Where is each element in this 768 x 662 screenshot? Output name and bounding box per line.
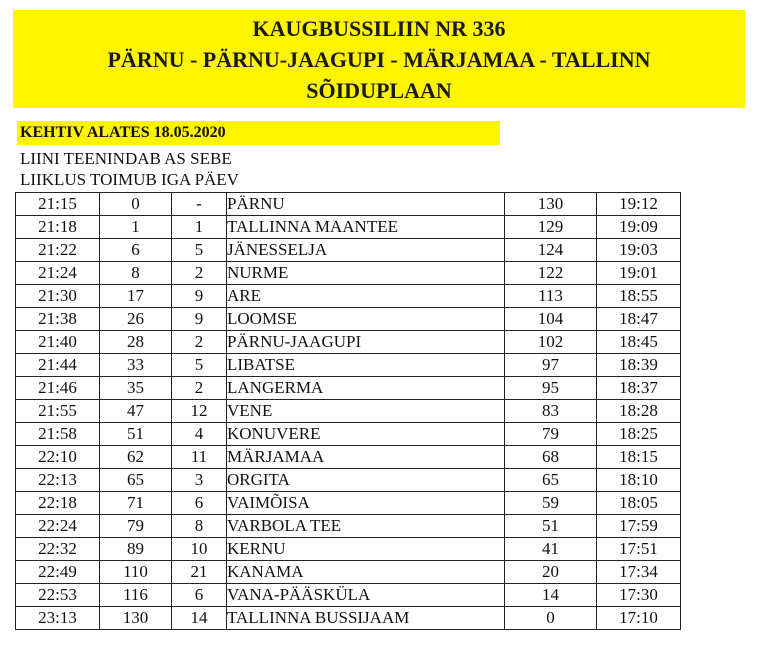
km-segment-cell: 11 bbox=[172, 446, 227, 469]
km-total-cell: 33 bbox=[100, 354, 172, 377]
table-row bbox=[16, 331, 681, 354]
km-total-cell: 28 bbox=[100, 331, 172, 354]
km-segment-cell: 2 bbox=[172, 377, 227, 400]
km-reverse-cell: 83 bbox=[505, 400, 597, 423]
stop-name-cell: KONUVERE bbox=[227, 423, 505, 446]
km-total-cell: 89 bbox=[100, 538, 172, 561]
departure-time-cell: 21:22 bbox=[16, 239, 100, 262]
km-reverse-cell: 14 bbox=[505, 584, 597, 607]
stop-name-cell: NURME bbox=[227, 262, 505, 285]
km-segment-cell: 3 bbox=[172, 469, 227, 492]
return-time-cell: 19:12 bbox=[597, 193, 681, 216]
departure-time-cell: 22:18 bbox=[16, 492, 100, 515]
table-row bbox=[16, 400, 681, 423]
km-total-cell: 51 bbox=[100, 423, 172, 446]
return-time-cell: 18:05 bbox=[597, 492, 681, 515]
table-row bbox=[16, 515, 681, 538]
return-time-cell: 17:59 bbox=[597, 515, 681, 538]
km-total-cell: 1 bbox=[100, 216, 172, 239]
km-segment-cell: 10 bbox=[172, 538, 227, 561]
km-total-cell: 79 bbox=[100, 515, 172, 538]
km-segment-cell: 6 bbox=[172, 492, 227, 515]
km-segment-cell: - bbox=[172, 193, 227, 216]
km-segment-cell: 21 bbox=[172, 561, 227, 584]
departure-time-cell: 23:13 bbox=[16, 607, 100, 630]
km-total-cell: 130 bbox=[100, 607, 172, 630]
km-total-cell: 8 bbox=[100, 262, 172, 285]
km-reverse-cell: 20 bbox=[505, 561, 597, 584]
valid-from-banner bbox=[17, 121, 500, 145]
table-row bbox=[16, 262, 681, 285]
stop-name-cell: ORGITA bbox=[227, 469, 505, 492]
departure-time-cell: 22:32 bbox=[16, 538, 100, 561]
departure-time-cell: 22:49 bbox=[16, 561, 100, 584]
km-segment-cell: 14 bbox=[172, 607, 227, 630]
km-total-cell: 71 bbox=[100, 492, 172, 515]
return-time-cell: 18:47 bbox=[597, 308, 681, 331]
km-segment-cell: 1 bbox=[172, 216, 227, 239]
table-row bbox=[16, 216, 681, 239]
km-total-cell: 35 bbox=[100, 377, 172, 400]
km-reverse-cell: 104 bbox=[505, 308, 597, 331]
table-row bbox=[16, 446, 681, 469]
stop-name-cell: TALLINNA MAANTEE bbox=[227, 216, 505, 239]
return-time-cell: 17:10 bbox=[597, 607, 681, 630]
stop-name-cell: VAIMÕISA bbox=[227, 492, 505, 515]
table-row bbox=[16, 377, 681, 400]
km-total-cell: 62 bbox=[100, 446, 172, 469]
km-total-cell: 110 bbox=[100, 561, 172, 584]
table-row bbox=[16, 354, 681, 377]
km-reverse-cell: 68 bbox=[505, 446, 597, 469]
return-time-cell: 18:45 bbox=[597, 331, 681, 354]
departure-time-cell: 21:30 bbox=[16, 285, 100, 308]
return-time-cell: 19:01 bbox=[597, 262, 681, 285]
valid-from-text: KEHTIV ALATES 18.05.2020 bbox=[20, 124, 226, 141]
return-time-cell: 18:39 bbox=[597, 354, 681, 377]
km-reverse-cell: 102 bbox=[505, 331, 597, 354]
departure-time-cell: 21:24 bbox=[16, 262, 100, 285]
stop-name-cell: ARE bbox=[227, 285, 505, 308]
timetable-body bbox=[16, 193, 681, 630]
km-reverse-cell: 41 bbox=[505, 538, 597, 561]
km-total-cell: 6 bbox=[100, 239, 172, 262]
km-segment-cell: 2 bbox=[172, 331, 227, 354]
stop-name-cell: TALLINNA BUSSIJAAM bbox=[227, 607, 505, 630]
km-reverse-cell: 65 bbox=[505, 469, 597, 492]
stop-name-cell: PÄRNU bbox=[227, 193, 505, 216]
departure-time-cell: 21:44 bbox=[16, 354, 100, 377]
return-time-cell: 19:03 bbox=[597, 239, 681, 262]
return-time-cell: 18:37 bbox=[597, 377, 681, 400]
km-reverse-cell: 124 bbox=[505, 239, 597, 262]
departure-time-cell: 22:13 bbox=[16, 469, 100, 492]
table-row bbox=[16, 492, 681, 515]
departure-time-cell: 22:53 bbox=[16, 584, 100, 607]
title-banner bbox=[13, 10, 745, 108]
table-row bbox=[16, 538, 681, 561]
km-segment-cell: 6 bbox=[172, 584, 227, 607]
km-reverse-cell: 113 bbox=[505, 285, 597, 308]
km-total-cell: 116 bbox=[100, 584, 172, 607]
return-time-cell: 18:15 bbox=[597, 446, 681, 469]
km-segment-cell: 2 bbox=[172, 262, 227, 285]
table-row bbox=[16, 423, 681, 446]
km-reverse-cell: 122 bbox=[505, 262, 597, 285]
table-row bbox=[16, 561, 681, 584]
departure-time-cell: 21:55 bbox=[16, 400, 100, 423]
km-total-cell: 0 bbox=[100, 193, 172, 216]
return-time-cell: 18:28 bbox=[597, 400, 681, 423]
km-reverse-cell: 0 bbox=[505, 607, 597, 630]
km-total-cell: 65 bbox=[100, 469, 172, 492]
km-segment-cell: 5 bbox=[172, 239, 227, 262]
departure-time-cell: 22:24 bbox=[16, 515, 100, 538]
km-segment-cell: 9 bbox=[172, 285, 227, 308]
return-time-cell: 17:34 bbox=[597, 561, 681, 584]
km-total-cell: 17 bbox=[100, 285, 172, 308]
table-row bbox=[16, 607, 681, 630]
table-row bbox=[16, 239, 681, 262]
stop-name-cell: LIBATSE bbox=[227, 354, 505, 377]
return-time-cell: 18:10 bbox=[597, 469, 681, 492]
operator-text: LIINI TEENINDAB AS SEBE bbox=[20, 149, 232, 168]
km-segment-cell: 4 bbox=[172, 423, 227, 446]
km-reverse-cell: 130 bbox=[505, 193, 597, 216]
stop-name-cell: PÄRNU-JAAGUPI bbox=[227, 331, 505, 354]
stop-name-cell: KERNU bbox=[227, 538, 505, 561]
stop-name-cell: VENE bbox=[227, 400, 505, 423]
departure-time-cell: 21:40 bbox=[16, 331, 100, 354]
stop-name-cell: MÄRJAMAA bbox=[227, 446, 505, 469]
return-time-cell: 17:30 bbox=[597, 584, 681, 607]
stop-name-cell: VANA-PÄÄSKÜLA bbox=[227, 584, 505, 607]
timetable-title: SÕIDUPLAAN bbox=[306, 78, 452, 103]
stop-name-cell: LOOMSE bbox=[227, 308, 505, 331]
schedule-note-text: LIIKLUS TOIMUB IGA PÄEV bbox=[20, 170, 239, 189]
line-title: KAUGBUSSILIIN NR 336 bbox=[252, 16, 506, 41]
table-row bbox=[16, 469, 681, 492]
table-row bbox=[16, 193, 681, 216]
km-reverse-cell: 59 bbox=[505, 492, 597, 515]
km-reverse-cell: 95 bbox=[505, 377, 597, 400]
km-segment-cell: 8 bbox=[172, 515, 227, 538]
km-reverse-cell: 79 bbox=[505, 423, 597, 446]
km-total-cell: 47 bbox=[100, 400, 172, 423]
return-time-cell: 18:25 bbox=[597, 423, 681, 446]
km-segment-cell: 12 bbox=[172, 400, 227, 423]
departure-time-cell: 21:46 bbox=[16, 377, 100, 400]
stop-name-cell: JÄNESSELJA bbox=[227, 239, 505, 262]
table-row bbox=[16, 584, 681, 607]
km-reverse-cell: 97 bbox=[505, 354, 597, 377]
km-reverse-cell: 51 bbox=[505, 515, 597, 538]
return-time-cell: 17:51 bbox=[597, 538, 681, 561]
km-reverse-cell: 129 bbox=[505, 216, 597, 239]
km-total-cell: 26 bbox=[100, 308, 172, 331]
stop-name-cell: KANAMA bbox=[227, 561, 505, 584]
departure-time-cell: 21:58 bbox=[16, 423, 100, 446]
stop-name-cell: LANGERMA bbox=[227, 377, 505, 400]
stop-name-cell: VARBOLA TEE bbox=[227, 515, 505, 538]
return-time-cell: 19:09 bbox=[597, 216, 681, 239]
departure-time-cell: 22:10 bbox=[16, 446, 100, 469]
table-row bbox=[16, 285, 681, 308]
route-title: PÄRNU - PÄRNU-JAAGUPI - MÄRJAMAA - TALLINN bbox=[107, 47, 651, 72]
return-time-cell: 18:55 bbox=[597, 285, 681, 308]
km-segment-cell: 5 bbox=[172, 354, 227, 377]
departure-time-cell: 21:38 bbox=[16, 308, 100, 331]
departure-time-cell: 21:18 bbox=[16, 216, 100, 239]
table-row bbox=[16, 308, 681, 331]
timetable-table bbox=[15, 192, 681, 630]
km-segment-cell: 9 bbox=[172, 308, 227, 331]
departure-time-cell: 21:15 bbox=[16, 193, 100, 216]
